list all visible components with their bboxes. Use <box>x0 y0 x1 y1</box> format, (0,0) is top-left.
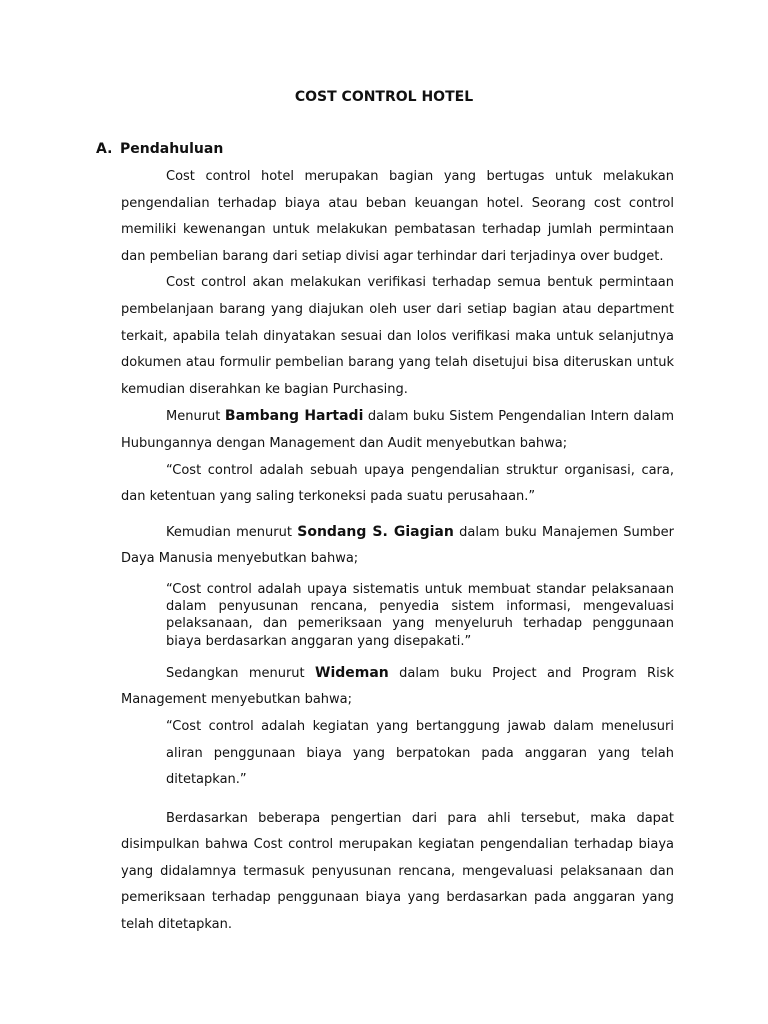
text-segment: dalam buku Project and Program Risk Management menyebutkan bahwa; <box>121 665 674 708</box>
text-segment: dalam buku Sistem Pengendalian Intern dalam Hubungannya dengan Management dan Audit menyebutkan bahwa; <box>121 409 674 451</box>
author-name: Sondang S. Giagian <box>297 523 454 540</box>
section-number: A. <box>96 141 113 157</box>
paragraph-wideman-intro <box>121 660 674 714</box>
paragraph-giagian-intro <box>121 519 674 573</box>
section-heading <box>96 140 223 158</box>
text-segment: Sedangkan menurut <box>166 665 316 681</box>
text-segment: Kemudian menurut <box>166 524 298 540</box>
author-name: Bambang Hartadi <box>224 408 364 425</box>
quote-giagian: “Cost control adalah upaya sistematis untuk membuat standar pelaksanaan dalam penyusunan rencana, penyedia sistem informasi, mengevaluasi pelaksanaan, dan pemeriksaan yang menyeluruh terhadap penggunaan biaya berdasarkan anggaran yang disepakati.” <box>166 581 674 649</box>
text-segment: Menurut <box>166 409 225 425</box>
quote-hartadi: “Cost control adalah sebuah upaya pengendalian struktur organisasi, cara, dan ketentuan yang saling terkoneksi pada suatu perusahaan.” <box>121 462 674 505</box>
section-body <box>121 164 674 939</box>
paragraph-hartadi-intro <box>121 403 674 457</box>
paragraph-conclusion: Berdasarkan beberapa pengertian dari para ahli tersebut, maka dapat disimpulkan bahwa Cost control merupakan kegiatan pengendalian terhadap biaya yang didalamnya termasuk penyusunan rencana, mengevaluasi pelaksanaan dan pemeriksaan terhadap penggunaan biaya yang berdasarkan pada anggaran yang telah ditetapkan. <box>121 810 674 933</box>
text-segment: dalam buku Manajemen Sumber Daya Manusia menyebutkan bahwa; <box>121 524 674 567</box>
paragraph-verification: Cost control akan melakukan verifikasi terhadap semua bentuk permintaan pembelanjaan barang yang diajukan oleh user dari setiap bagian atau department terkait, apabila telah dinyatakan sesuai dan lolos verifikasi maka untuk selanjutnya dokumen atau formulir pembelian barang yang telah disetujui bisa diteruskan untuk kemudian diserahkan ke bagian Purchasing. <box>121 275 674 397</box>
section-title: Pendahuluan <box>120 141 224 157</box>
document-title: COST CONTROL HOTEL <box>294 89 474 105</box>
quote-wideman: “Cost control adalah kegiatan yang bertanggung jawab dalam menelusuri aliran penggunaan biaya yang berpatokan pada anggaran yang telah ditetapkan.” <box>166 718 674 788</box>
paragraph-intro: Cost control hotel merupakan bagian yang bertugas untuk melakukan pengendalian terhadap biaya atau beban keuangan hotel. Seorang cost control memiliki kewenangan untuk melakukan pembatasan terhadap jumlah permintaan dan pembelian barang dari setiap divisi agar terhindar dari terjadinya over budget. <box>121 169 674 264</box>
author-name: Wideman <box>315 664 389 681</box>
